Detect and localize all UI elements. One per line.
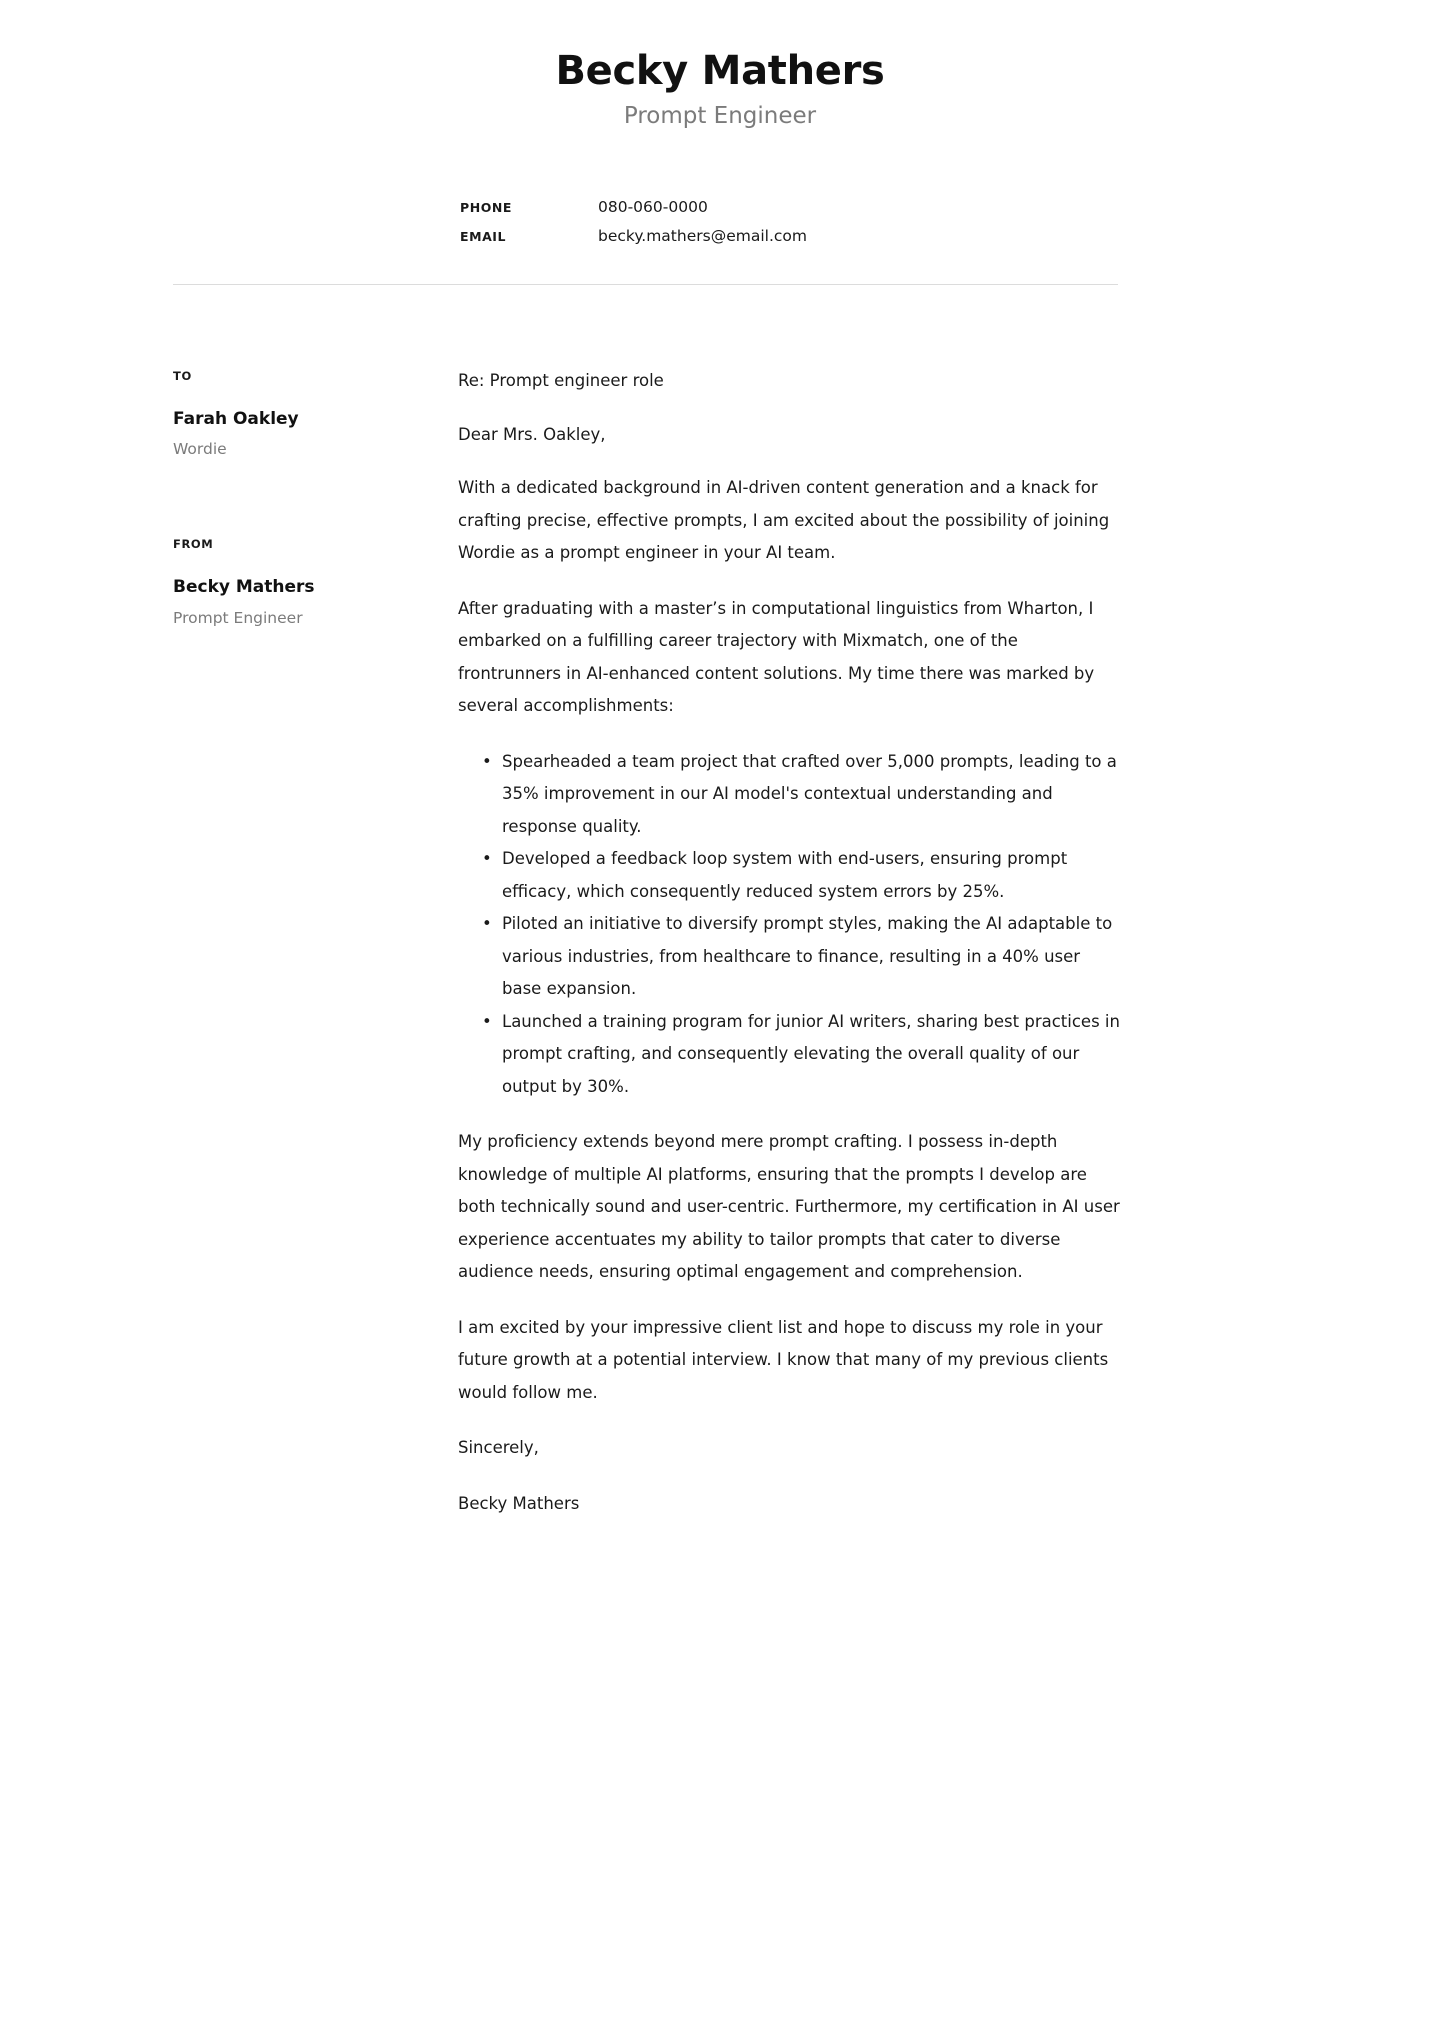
address-sidebar (173, 365, 458, 628)
letter-closing: Sincerely, (458, 1438, 539, 1458)
list-item-text: Launched a training program for junior AI writers, sharing best practices in prompt crafting, and consequently elevating the overall quality of our output by 30%. (502, 1011, 1120, 1096)
list-item (480, 1006, 1123, 1104)
accomplishments-list (458, 746, 1123, 1104)
email-value: becky.mathers@email.com (598, 227, 807, 246)
sender-name: Becky Mathers (173, 577, 315, 598)
letter-signature: Becky Mathers (458, 1493, 580, 1513)
list-item-text: Developed a feedback loop system with end-users, ensuring prompt efficacy, which consequently reduced system errors by 25%. (502, 849, 1068, 901)
letter-paragraph-2: After graduating with a master’s in computational linguistics from Wharton, I embarked on a fulfilling career trajectory with Mixmatch, one of the frontrunners in AI-enhanced content solutions. My time there was marked by several accomplishments: (458, 598, 1095, 716)
list-item (480, 746, 1123, 844)
letter-salutation: Dear Mrs. Oakley, (458, 424, 606, 444)
cover-letter-page (165, 0, 1275, 1543)
letter-content (458, 365, 1123, 1543)
sidebar-spacer (173, 459, 458, 537)
recipient-name: Farah Oakley (173, 409, 299, 430)
phone-value: 080-060-0000 (598, 198, 708, 217)
letter-paragraph-3: My proficiency extends beyond mere prompt crafting. I possess in-depth knowledge of multiple AI platforms, ensuring that the prompts I develop are both technically sound and user-centric. Furthermore, my certification in AI user experience accentuates my ability to tailor prompts that cater to diverse audience needs, ensuring optimal engagement and comprehension. (458, 1132, 1120, 1282)
list-item-text: Spearheaded a team project that crafted over 5,000 prompts, leading to a 35% improvement in our AI model's contextual understanding and response quality. (502, 751, 1117, 836)
page-title: Becky Mathers (555, 48, 885, 94)
contact-row-phone (460, 198, 1275, 216)
contact-details (165, 198, 1275, 245)
list-item (480, 843, 1123, 908)
to-label: TO (173, 369, 192, 384)
phone-label: PHONE (460, 200, 512, 216)
header-job-title: Prompt Engineer (623, 103, 817, 130)
from-label: FROM (173, 537, 214, 552)
bullet-icon: • (482, 1011, 492, 1031)
bullet-icon: • (482, 751, 492, 771)
letter-subject: Re: Prompt engineer role (458, 371, 664, 391)
email-label: EMAIL (460, 229, 507, 245)
recipient-company: Wordie (173, 440, 227, 459)
letter-paragraph-4: I am excited by your impressive client list and hope to discuss my role in your future growth at a potential interview. I know that many of my previous clients would follow me. (458, 1317, 1109, 1402)
list-item-text: Piloted an initiative to diversify prompt styles, making the AI adaptable to various industries, from healthcare to finance, resulting in a 40% user base expansion. (502, 914, 1113, 999)
letter-body (165, 365, 1275, 1543)
bullet-icon: • (482, 849, 492, 869)
letter-paragraph-1: With a dedicated background in AI-driven content generation and a knack for crafting precise, effective prompts, I am excited about the possibility of joining Wordie as a prompt engineer in your AI team. (458, 478, 1110, 563)
letter-header (165, 0, 1275, 132)
header-divider (173, 284, 1118, 285)
list-item (480, 908, 1123, 1006)
sender-role: Prompt Engineer (173, 608, 303, 627)
bullet-icon: • (482, 914, 492, 934)
contact-row-email (460, 227, 1275, 245)
